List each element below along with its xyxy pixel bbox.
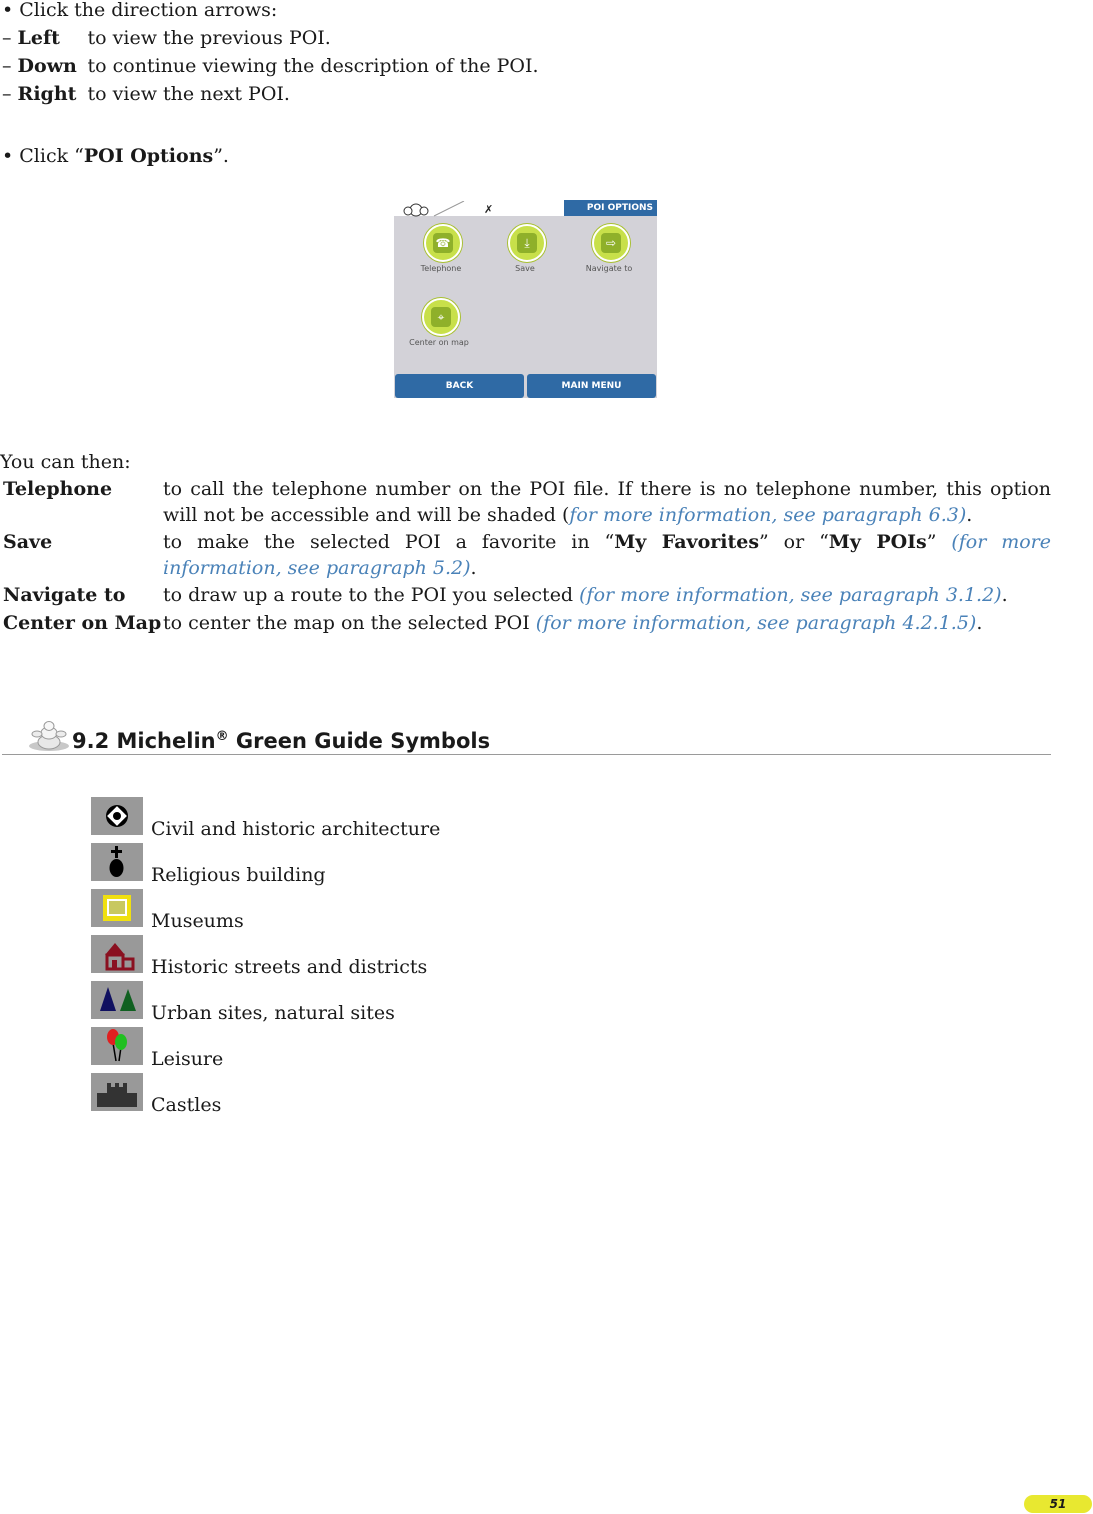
option-desc-telephone: to call the telephone number on the POI file. If there is no telephone number, this option will not be accessible and will be shaded (for more information, see paragraph 6.3). bbox=[163, 478, 1051, 526]
reference-link: for more information, see paragraph 6.3) bbox=[569, 504, 967, 526]
save-icon[interactable]: ⤓ bbox=[508, 224, 546, 262]
navigate-to-button-label: Navigate to bbox=[585, 264, 633, 273]
center-on-map-button-label: Center on map bbox=[409, 338, 469, 347]
reference-link: (for more information, see paragraph 4.2.1.5) bbox=[535, 612, 977, 634]
symbol-label: Religious building bbox=[151, 864, 326, 886]
direction-text: to continue viewing the description of the POI. bbox=[87, 55, 539, 77]
option-term-center: Center on Map bbox=[3, 612, 162, 634]
telephone-icon[interactable]: ☎ bbox=[424, 224, 462, 262]
symbol-label: Leisure bbox=[151, 1048, 224, 1070]
historic-streets-icon bbox=[91, 935, 143, 973]
option-term-save: Save bbox=[3, 531, 53, 553]
directions-intro: • Click the direction arrows: bbox=[2, 0, 278, 21]
back-button[interactable]: BACK bbox=[395, 374, 524, 398]
option-term-navigate: Navigate to bbox=[3, 584, 126, 606]
telephone-button-label: Telephone bbox=[420, 264, 462, 273]
svg-text:✗: ✗ bbox=[484, 203, 494, 216]
navigate-to-icon[interactable]: ⇨ bbox=[592, 224, 630, 262]
museum-icon bbox=[91, 889, 143, 927]
direction-key: Right bbox=[17, 83, 77, 105]
option-desc-navigate: to draw up a route to the POI you selected (for more information, see paragraph 3.1.2). bbox=[163, 584, 1008, 606]
reference-link: (for more information, see paragraph 3.1.2) bbox=[579, 584, 1002, 606]
direction-key: Left bbox=[17, 27, 60, 49]
option-term-telephone: Telephone bbox=[3, 478, 113, 500]
direction-key: Down bbox=[17, 55, 77, 77]
symbol-label: Museums bbox=[151, 910, 244, 932]
michelin-logo-icon bbox=[394, 201, 564, 217]
section-heading: 9.2 Michelin® Green Guide Symbols bbox=[72, 729, 491, 753]
screenshot-title: POI OPTIONS bbox=[564, 200, 657, 216]
religious-building-icon bbox=[91, 843, 143, 881]
option-desc-center: to center the map on the selected POI (for more information, see paragraph 4.2.1.5). bbox=[163, 612, 983, 634]
symbol-label: Urban sites, natural sites bbox=[151, 1002, 395, 1024]
castle-icon bbox=[91, 1073, 143, 1111]
symbol-label: Historic streets and districts bbox=[151, 956, 428, 978]
main-menu-button[interactable]: MAIN MENU bbox=[527, 374, 656, 398]
direction-item-right: – Right to view the next POI. bbox=[2, 83, 290, 105]
direction-text: to view the previous POI. bbox=[87, 27, 331, 49]
direction-text: to view the next POI. bbox=[87, 83, 290, 105]
save-button-label: Save bbox=[515, 264, 535, 273]
heading-divider bbox=[2, 754, 1051, 755]
urban-natural-sites-icon bbox=[91, 981, 143, 1019]
symbol-label: Civil and historic architecture bbox=[151, 818, 441, 840]
page-number-badge: 51 bbox=[1024, 1495, 1092, 1513]
direction-item-down: – Down to continue viewing the description of the POI. bbox=[2, 55, 539, 77]
center-on-map-icon[interactable]: ⌖ bbox=[422, 298, 460, 336]
leisure-icon bbox=[91, 1027, 143, 1065]
michelin-bibendum-icon bbox=[28, 720, 70, 754]
options-intro: You can then: bbox=[0, 451, 131, 473]
poi-options-screenshot bbox=[394, 200, 657, 398]
option-desc-save: to make the selected POI a favorite in “My Favorites” or “My POIs” (for more information, see paragraph 5.2). bbox=[163, 531, 1052, 579]
civil-architecture-icon bbox=[91, 797, 143, 835]
reference-link: (for more information, see paragraph 5.2) bbox=[163, 531, 1052, 579]
poi-options-instruction: • Click “POI Options”. bbox=[2, 145, 229, 167]
direction-item-left: – Left to view the previous POI. bbox=[2, 27, 331, 49]
symbol-label: Castles bbox=[151, 1094, 222, 1116]
